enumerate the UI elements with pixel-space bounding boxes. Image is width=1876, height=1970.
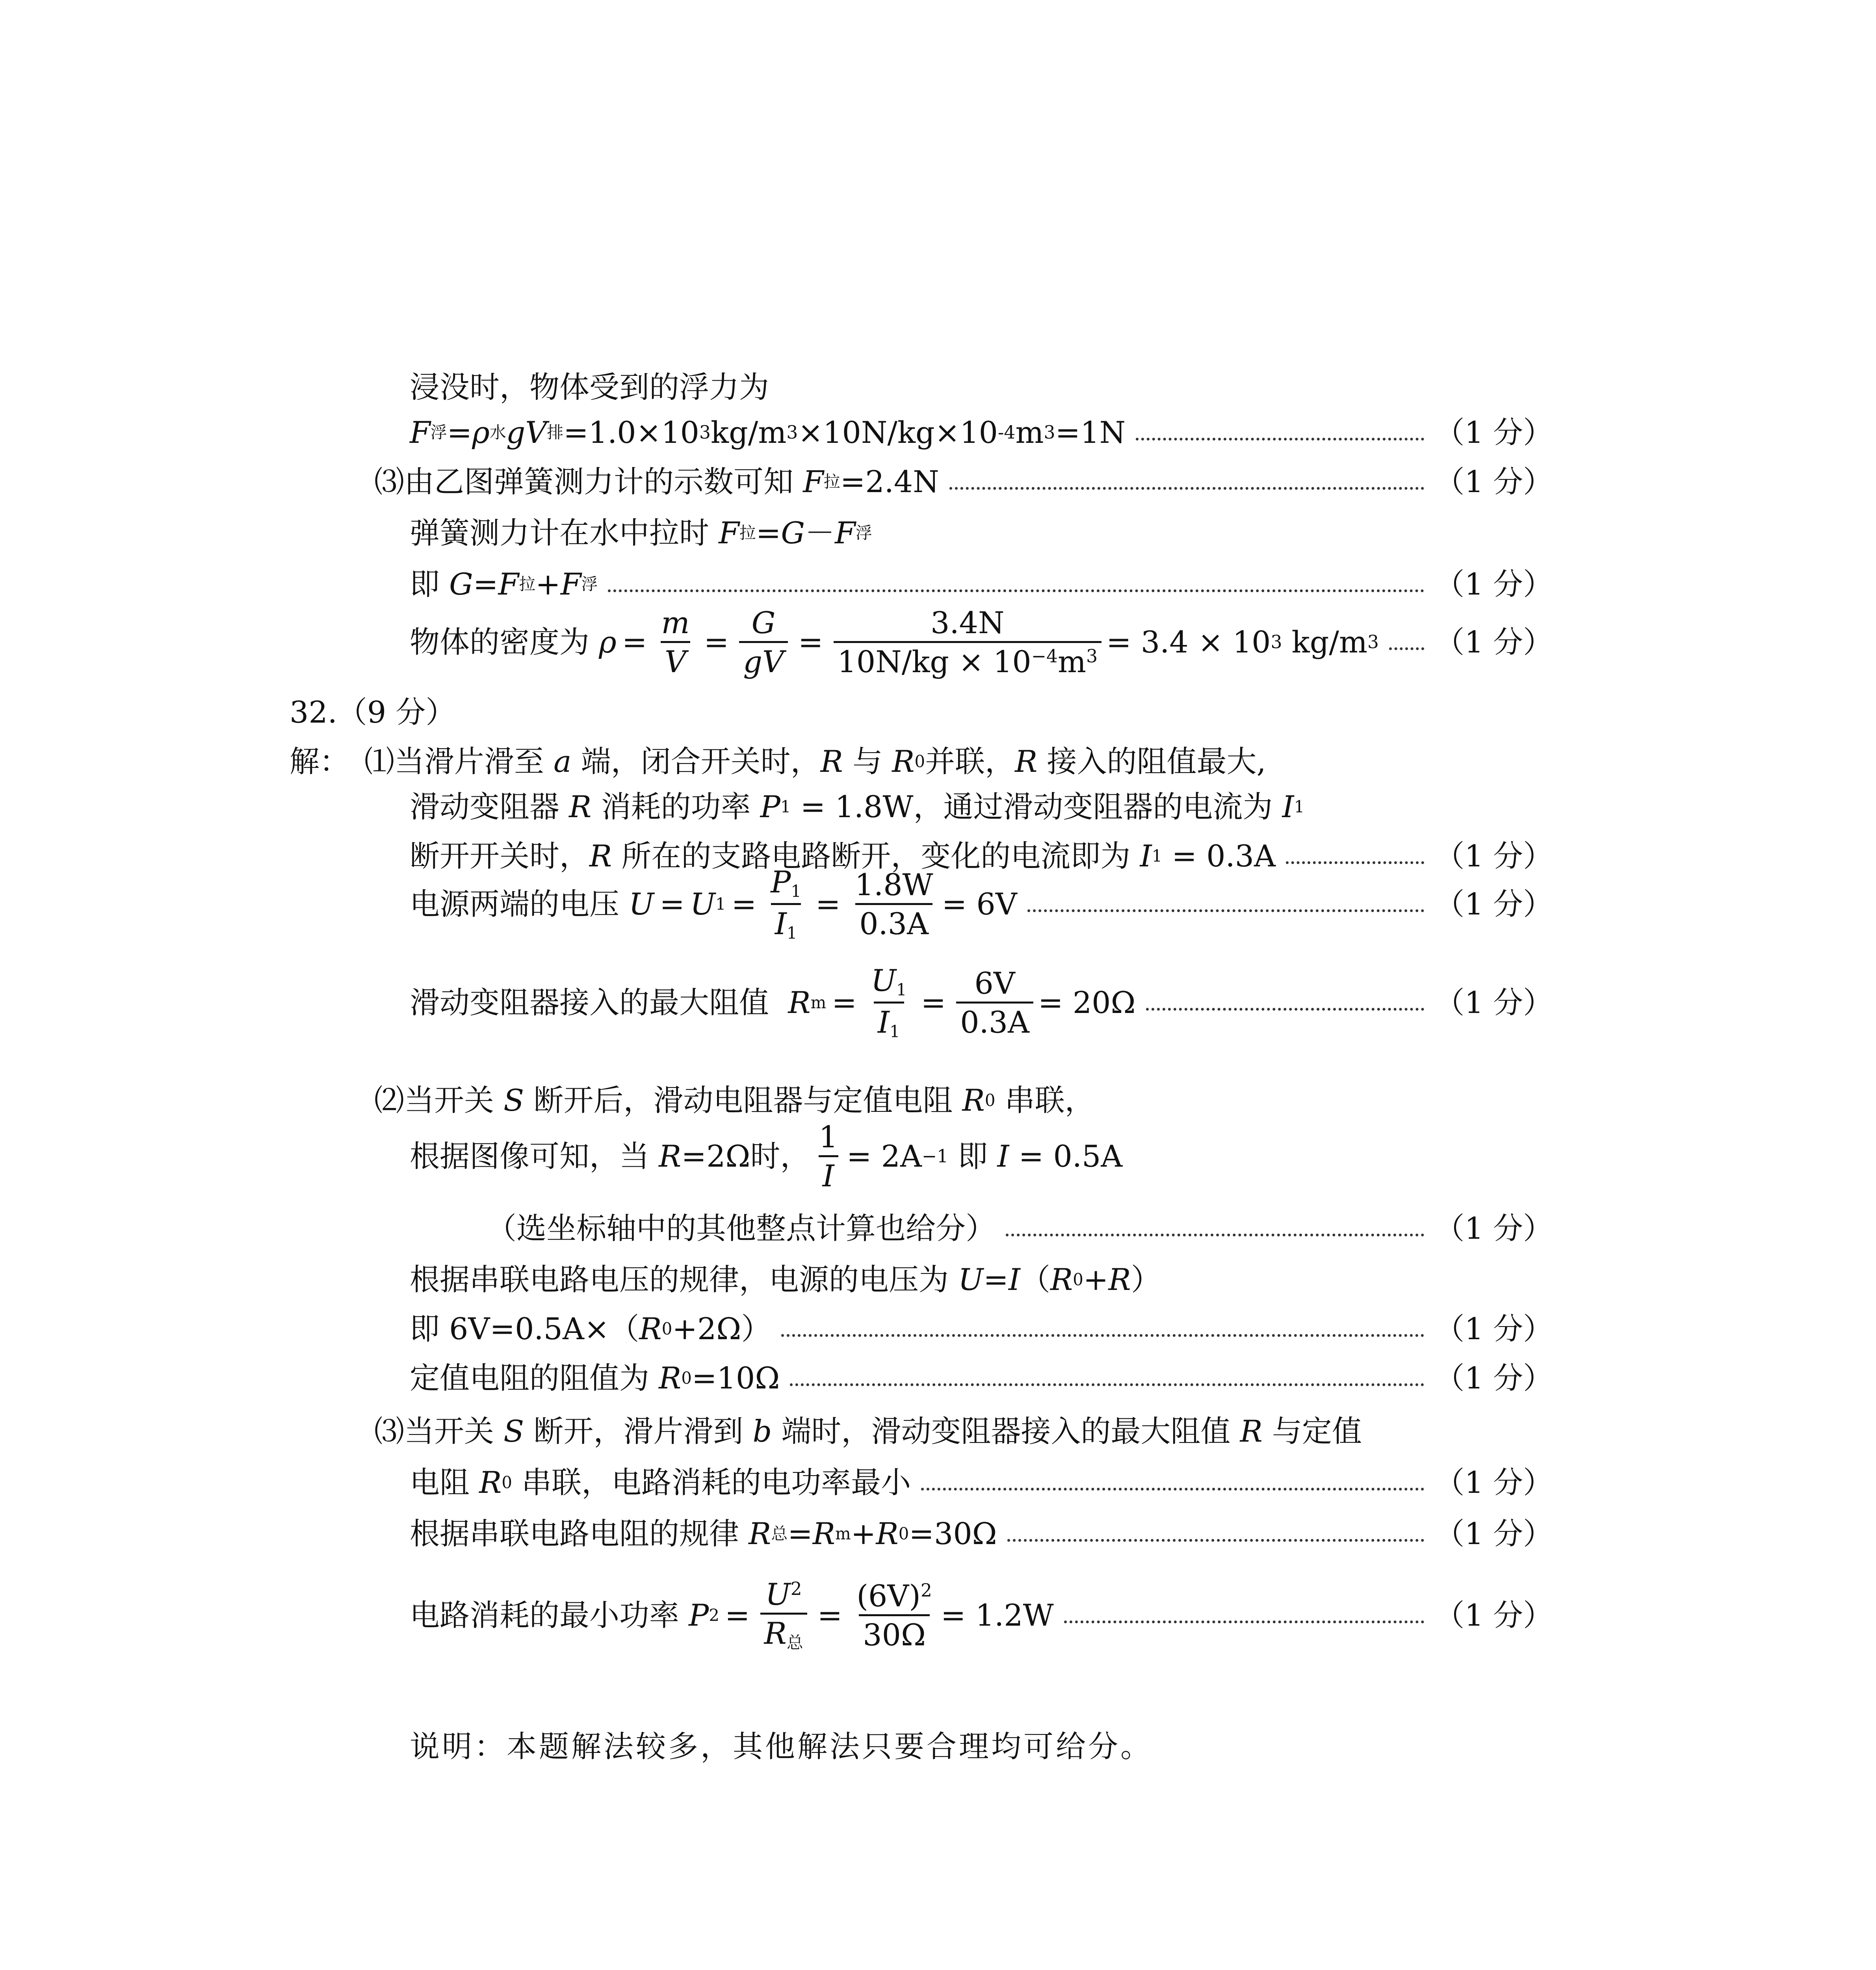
q32-part2-line-6: 定值电阻的阻值为 R 0 =10Ω （1 分） [410,1360,1553,1396]
score-mark: （1 分） [1434,464,1553,499]
q31-part3-line: ⑶ 由乙图弹簧测力计的示数可知 F 拉 =2.4N （1 分） [374,464,1553,499]
q32-part1-line-3: 断开开关时， R 所在的支路电路断开，变化的电流即为 I 1 = 0.3A （1 分） [410,838,1553,873]
dot-leader [1027,909,1425,912]
q31-density-line: 物体的密度为 ρ = $\frac{m}{V}$ = $\frac{G}{gV}$ = $\frac{3.4N}{10N/kg \times 10^{-4}m^3}$ = 3.4 × 10 3 kg/m 3 （1 分） [410,605,1553,679]
score-mark: （1 分） [1434,1360,1553,1396]
fraction: $\frac{1.8W}{0.3A}$ [854,867,933,941]
q31-line-1 [410,370,1553,405]
fraction: $\frac{1}{I}$ [819,1119,838,1193]
dot-leader [1389,647,1424,650]
q32-part1-line-2: 滑动变阻器 R 消耗的功率 P 1 = 1.8W ，通过滑动变阻器的电流为 I 1 [410,789,1305,824]
fraction: $\frac{(6V)^2}{30\Omega}$ [856,1578,932,1652]
fraction: $\frac{3.4N}{10N/kg \times 10^{-4}m^3}$ [834,608,1102,677]
dot-leader [608,589,1424,592]
q32-part3-line-2: 电阻 R 0 串联，电路消耗的电功率最小 （1 分） [410,1465,1553,1500]
score-mark: （1 分） [1434,1311,1553,1346]
fraction: $\frac{6V}{0.3A}$ [956,968,1033,1037]
dot-leader [1136,438,1424,440]
q32-part2-line-3: （选坐标轴中的其他整点计算也给分） （1 分） [487,1211,1553,1246]
dot-leader [790,1383,1424,1386]
fraction: $\frac{U^2}{R_总}$ [760,1580,807,1651]
dot-leader [1006,1234,1424,1236]
q32-part2-line-1: ⑵ 当开关 S 断开后，滑动电阻器与定值电阻 R 0 串联， [374,1083,1095,1118]
fraction: $\frac{P_1}{I_1}$ [771,864,801,943]
score-mark: （1 分） [1434,415,1553,450]
q32-part1-line-1: 解： ⑴ 当滑片滑至 a 端，闭合开关时， R 与 R 0 并联， R 接入的阻值最大, [290,744,1266,779]
fraction: $\frac{U_1}{I_1}$ [871,963,907,1041]
q32-part3-line-1: ⑶ 当开关 S 断开，滑片滑到 b 端时，滑动变阻器接入的最大阻值 R 与定值 [374,1414,1362,1449]
q31-line-5: 即 G = F 拉 + F 浮 （1 分） [410,567,1553,602]
dot-leader [1146,1008,1425,1011]
solution-label: 解： [290,744,349,779]
score-mark: （1 分） [1434,886,1553,922]
dot-leader [1064,1621,1425,1623]
q32-part3-line-3: 根据串联电路电阻的规律 R 总 = R m + R 0 =30Ω （1 分） [410,1516,1553,1551]
score-mark: （1 分） [1434,567,1553,602]
dot-leader [1007,1539,1425,1542]
score-mark: （1 分） [1434,985,1553,1020]
q32-min-power-line: 电路消耗的最小功率 P 2 = $\frac{U^2}{R_总}$ = $\frac{(6V)^2}{30\Omega}$ = 1.2W （1 分） [410,1577,1553,1652]
q32-part2-line-2: 根据图像可知，当 R =2Ω时， $\frac{1}{I}$ = 2A −1 即 I = 0.5A [410,1119,1123,1193]
score-mark: （1 分） [1434,1516,1553,1551]
q31-line-4: 弹簧测力计在水中拉时 F 拉 = G － F 浮 [410,515,872,550]
q32-voltage-line: 电源两端的电压 U = U 1 = $\frac{P_1}{I_1}$ = $\frac{1.8W}{0.3A}$ = 6V （1 分） [410,864,1553,943]
score-mark: （1 分） [1434,838,1553,873]
explanation-note: 说明：本题解法较多，其他解法只要合理均可给分。 [410,1729,1153,1764]
q32-header [290,695,1553,730]
dot-leader [781,1334,1424,1337]
fraction: $\frac{G}{gV}$ [739,608,788,677]
score-mark: （1 分） [1434,1598,1553,1633]
dot-leader [949,487,1425,490]
score-mark: （1 分） [1434,1465,1553,1500]
score-mark: （1 分） [1434,624,1553,660]
fraction: $\frac{m}{V}$ [661,605,690,679]
q32-part2-line-5: 即 6V=0.5A×（ R 0 +2Ω） （1 分） [410,1311,1553,1346]
q31-text: 浸没时，物体受到的浮力为 [410,370,769,405]
dot-leader [1286,861,1425,864]
dot-leader [921,1488,1424,1491]
q31-line-2: F 浮 = ρ 水 gV 排 =1.0×10 3 kg/m 3 ×10N/kg×10 -4 m 3 =1N （1 分） [410,415,1553,450]
question-number: 32.（9 分） [290,695,456,730]
q32-part2-line-4: 根据串联电路电压的规律，电源的电压为 U = I （ R 0 + R ） [410,1262,1161,1297]
q32-resistance-line: 滑动变阻器接入的最大阻值 R m = $\frac{U_1}{I_1}$ = $\frac{6V}{0.3A}$ = 20Ω （1 分） [410,963,1553,1041]
score-mark: （1 分） [1434,1211,1553,1246]
